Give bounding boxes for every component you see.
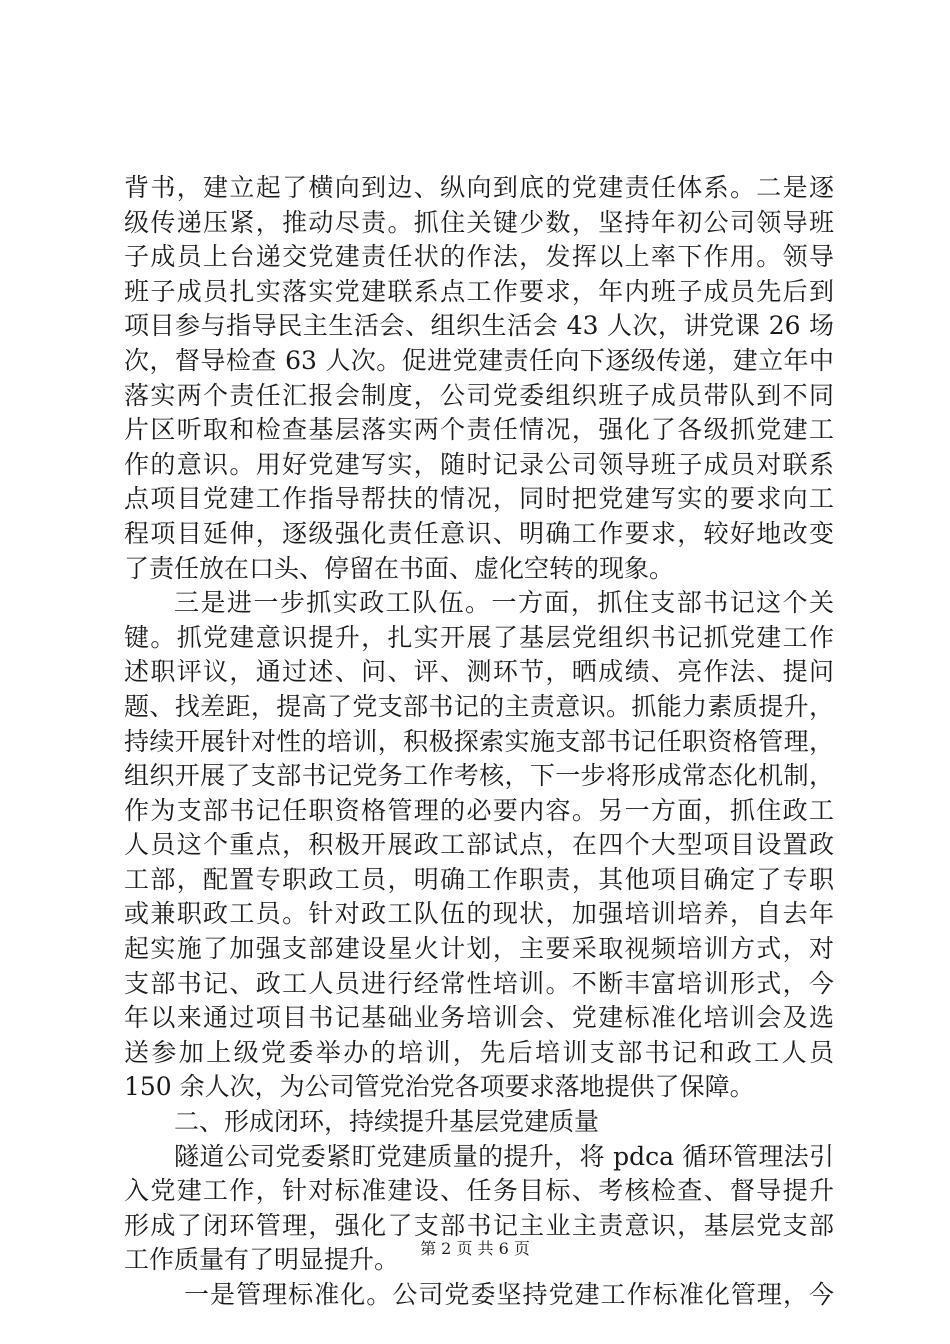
text-line: 150 余人次，为公司管党治党各项要求落地提供了保障。: [124, 1072, 755, 1102]
text-line: 了责任放在口头、停留在书面、虚化空转的现象。: [124, 553, 675, 583]
section-heading: 二、形成闭环，持续提升基层党建质量: [174, 1107, 600, 1137]
paragraph-start-line: 一是管理标准化。公司党委坚持党建工作标准化管理，今: [184, 1280, 834, 1309]
paragraph-start-line: 三是进一步抓实政工队伍。一方面，抓住支部书记这个关: [174, 588, 834, 618]
text-line: 组织开展了支部书记党务工作考核，下一步将形成常态化机制，: [124, 761, 834, 791]
page-number-footer: 第 2 页 共 6 页: [420, 1239, 530, 1258]
text-line: 持续开展针对性的培训，积极探索实施支部书记任职资格管理，: [124, 726, 834, 756]
document-body: [124, 171, 834, 1313]
text-line: 述职评议，通过述、问、评、测环节，晒成绩、亮作法、提问: [124, 657, 834, 687]
text-line: 送参加上级党委举办的培训，先后培训支部书记和政工人员: [124, 1037, 834, 1067]
text-line: 级传递压紧，推动尽责。抓住关键少数，坚持年初公司领导班: [124, 207, 834, 237]
text-line: 次，督导检查 63 人次。促进党建责任向下逐级传递，建立年中: [124, 345, 834, 375]
text-line: 落实两个责任汇报会制度，公司党委组织班子成员带队到不同: [124, 380, 834, 410]
text-line: 起实施了加强支部建设星火计划，主要采取视频培训方式，对: [124, 934, 834, 964]
text-line: 作为支部书记任职资格管理的必要内容。另一方面，抓住政工: [124, 795, 834, 825]
text-line: 年以来通过项目书记基础业务培训会、党建标准化培训会及选: [124, 1003, 834, 1033]
text-line: 或兼职政工员。针对政工队伍的现状，加强培训培养，自去年: [124, 899, 834, 929]
text-line: 入党建工作，针对标准建设、任务目标、考核检查、督导提升: [124, 1176, 834, 1206]
text-line: 人员这个重点，积极开展政工部试点，在四个大型项目设置政: [124, 830, 834, 860]
text-line: 键。抓党建意识提升，扎实开展了基层党组织书记抓党建工作: [124, 622, 834, 652]
text-line: 背书，建立起了横向到边、纵向到底的党建责任体系。二是逐: [124, 173, 834, 202]
text-line: 程项目延伸，逐级强化责任意识、明确工作要求，较好地改变: [124, 518, 834, 548]
text-line: 作的意识。用好党建写实，随时记录公司领导班子成员对联系: [124, 449, 834, 479]
text-line: 点项目党建工作指导帮扶的情况，同时把党建写实的要求向工: [124, 484, 834, 514]
paragraph-start-line: 隧道公司党委紧盯党建质量的提升，将 pdca 循环管理法引: [174, 1141, 834, 1171]
text-line: 工作质量有了明显提升。: [124, 1245, 400, 1275]
text-line: 题、找差距，提高了党支部书记的主责意识。抓能力素质提升，: [124, 691, 834, 721]
text-line: 子成员上台递交党建责任状的作法，发挥以上率下作用。领导: [124, 242, 834, 272]
text-line: 片区听取和检查基层落实两个责任情况，强化了各级抓党建工: [124, 415, 834, 445]
text-line: 形成了闭环管理，强化了支部书记主业主责意识，基层党支部: [124, 1210, 834, 1240]
text-line: 支部书记、政工人员进行经常性培训。不断丰富培训形式，今: [124, 968, 834, 998]
text-line: 班子成员扎实落实党建联系点工作要求，年内班子成员先后到: [124, 276, 834, 306]
text-line: 项目参与指导民主生活会、组织生活会 43 人次，讲党课 26 场: [124, 311, 834, 341]
text-line: 工部，配置专职政工员，明确工作职责，其他项目确定了专职: [124, 864, 834, 894]
